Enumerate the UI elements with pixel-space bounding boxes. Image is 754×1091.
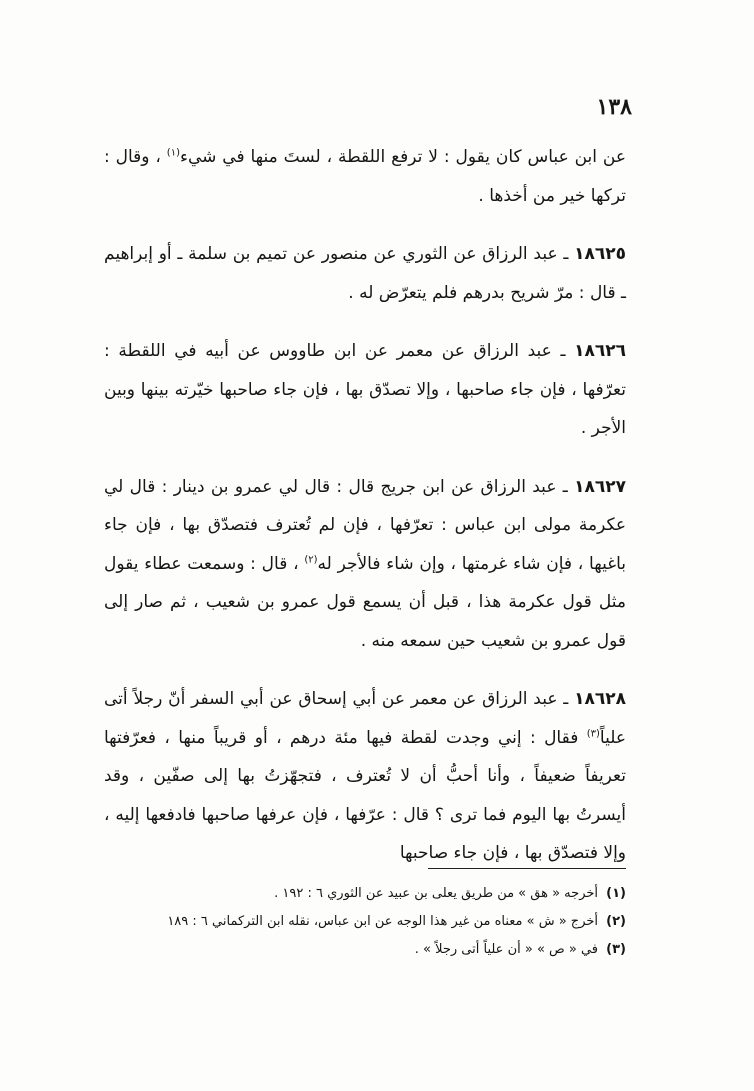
footnote-ref: (٣): [586, 727, 600, 739]
footnotes: [104, 880, 626, 964]
hadith-18626: ١٨٦٢٦ ـ عبد الرزاق عن معمر عن ابن طاووس عن أبيه في اللقطة : تعرّفها ، فإن جاء صاحبها ، وإلا تصدّق بها ، فإن جاء صاحبها خيّرته بينها وبين الأجر .: [104, 341, 626, 438]
hadith-number: ١٨٦٢٧: [574, 476, 626, 497]
hadith-number: ١٨٦٢٨: [574, 689, 626, 709]
hadith-18627: ١٨٦٢٧ ـ عبد الرزاق عن ابن جريج قال : قال لي عمرو بن دينار : قال لي عكرمة مولى ابن عباس : تعرّفها ، فإن لم تُعترف فتصدّق بها ، فإن جاء باغيها ، فإن شاء غرمتها ، وإن شاء فالأجر له$^{(٢)}$ ، قال : وسمعت عطاء يقول مثل قول عكرمة هذا ، قبل أن يسمع قول عمرو بن شعيب ، ثم صار إلى قول عمرو بن شعيب حين سمعه منه .: [104, 476, 626, 651]
footnote-3: [104, 936, 626, 964]
footnote-2: [104, 908, 626, 936]
hadith-18625: ١٨٦٢٥ ـ عبد الرزاق عن الثوري عن منصور عن تميم بن سلمة ـ أو إبراهيم ـ قال : مرّ شريح بدرهم فلم يتعرّض له .: [104, 244, 626, 303]
footnote-divider: [428, 868, 626, 869]
hadith-18628: ١٨٦٢٨ ـ عبد الرزاق عن معمر عن أبي إسحاق عن أبي السفر أنّ رجلاً أتى علياً$^{(٣)}$ فقال : إني وجدت لقطة فيها مئة درهم ، أو قريباً منها ، فعرّفتها تعريفاً ضعيفاً ، وأنا أحبُّ أن لا تُعترف ، فتجهّزتُ بها إلى صفّين ، وقد أيسرتُ بها اليوم فما ترى ؟ قال : عرّفها ، فإن عرفها صاحبها فادفعها إليه ، وإلا فتصدّق بها ، فإن جاء صاحبها: [104, 689, 626, 863]
hadith-number: ١٨٦٢٥: [574, 244, 626, 264]
footnote-label: (٣): [606, 942, 626, 957]
footnote-ref: (١): [166, 147, 180, 159]
footnote-text: أخرجه « هق » من طريق يعلى بن عبيد عن الثوري ٦ : ١٩٢ .: [274, 886, 599, 901]
footnote-1: [104, 880, 626, 908]
page-number: ١٣٨: [596, 94, 632, 120]
footnote-text: أخرج « ش » معناه من غير هذا الوجه عن ابن عباس، نقله ابن التركماني ٦ : ١٨٩: [167, 914, 599, 929]
footnote-ref: (٢): [304, 553, 318, 565]
footnote-text: في « ص » « أن علياً أتى رجلاً » .: [414, 942, 599, 957]
body-text: [104, 138, 626, 893]
footnote-label: (٢): [606, 914, 626, 929]
footnote-label: (١): [606, 886, 626, 901]
paragraph-continuation: عن ابن عباس كان يقول : لا ترفع اللقطة ، لستَ منها في شيء$^{(١)}$ ، وقال : تركها خير من أخذها .: [104, 147, 626, 206]
hadith-number: ١٨٦٢٦: [574, 341, 626, 361]
